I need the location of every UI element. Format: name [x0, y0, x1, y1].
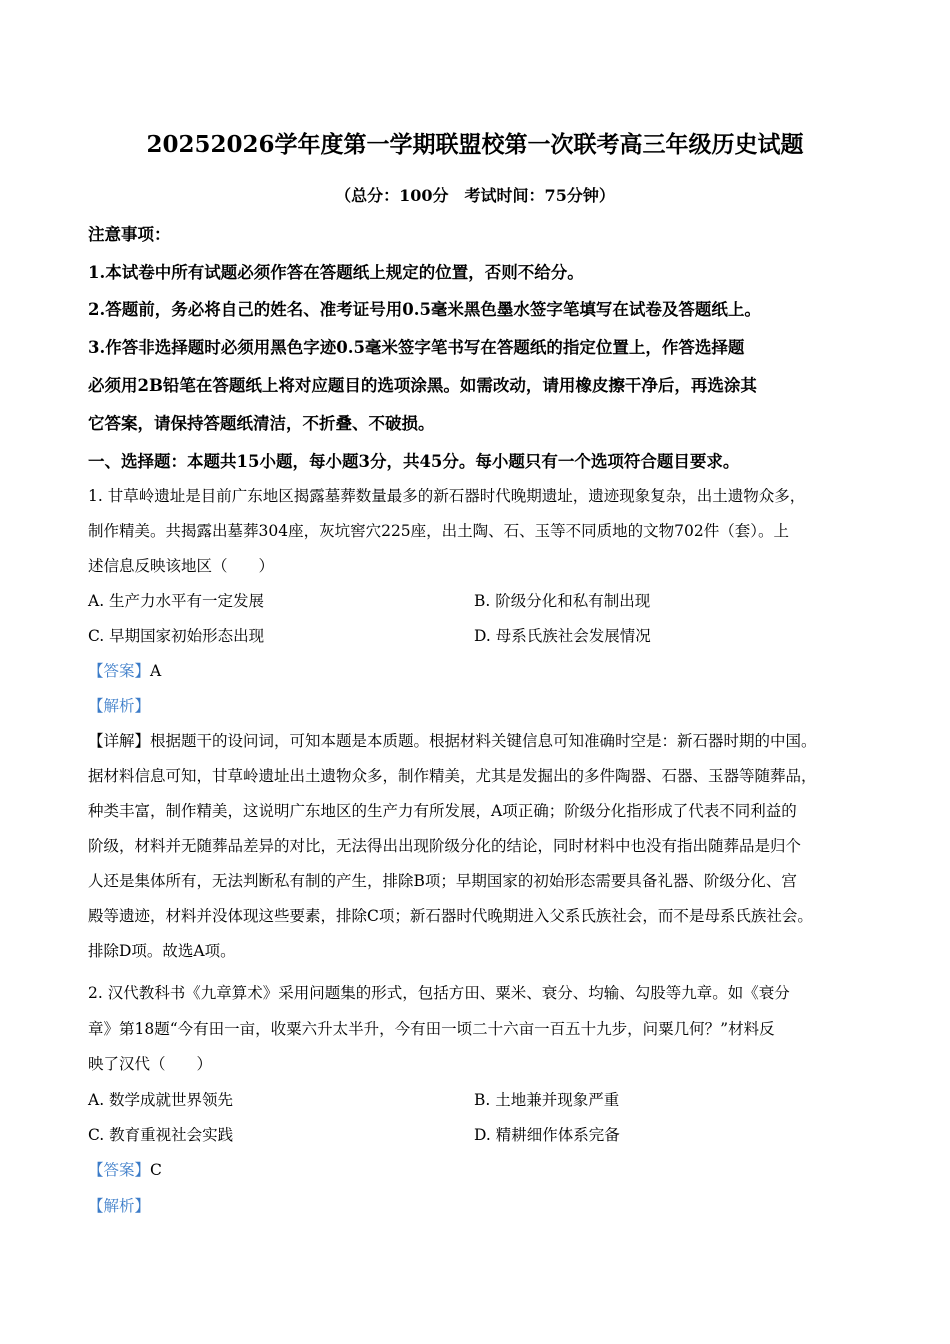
- q1-detail-line: 阶级，材料并无随葬品差异的对比，无法得出出现阶级分化的结论，同时材料中也没有指出随葬品是归个: [88, 837, 802, 855]
- notice-item: 1.本试卷中所有试题必须作答在答题纸上规定的位置，否则不给分。: [88, 263, 584, 282]
- q2-stem-line: 章》第18题“今有田一亩，收粟六升太半升，今有田一顷二十六亩一百五十九步，问粟几何？”材料反: [88, 1020, 775, 1038]
- exam-info: （总分：100分 考试时间：75分钟）: [335, 186, 615, 205]
- q2-option-a: A. 数学成就世界领先: [88, 1091, 234, 1109]
- q1-analysis-tag: 【解析】: [88, 697, 151, 715]
- q2-analysis-tag: 【解析】: [88, 1197, 151, 1215]
- q1-detail-line: 种类丰富，制作精美，这说明广东地区的生产力有所发展，A项正确；阶级分化指形成了代表不同利益的: [88, 802, 797, 820]
- page-title: 20252026学年度第一学期联盟校第一次联考高三年级历史试题: [146, 131, 804, 158]
- q1-detail-line: 排除D项。故选A项。: [88, 942, 236, 960]
- q1-option-b: B. 阶级分化和私有制出现: [474, 592, 651, 610]
- q1-answer: [88, 659, 161, 681]
- detail-text: 根据题干的设问词，可知本题是本质题。根据材料关键信息可知准确时空是：新石器时期的中国。: [150, 732, 817, 750]
- q2-stem-line: 2. 汉代教科书《九章算术》采用问题集的形式，包括方田、粟米、衰分、均输、勾股等九章。如《衰分: [88, 984, 790, 1002]
- notice-heading: 注意事项：: [88, 225, 171, 244]
- q1-stem-line: 制作精美。共揭露出墓葬304座，灰坑窖穴225座，出土陶、石、玉等不同质地的文物702件（套）。上: [88, 522, 790, 540]
- q1-detail-line: [88, 729, 817, 751]
- q1-detail-line: 人还是集体所有，无法判断私有制的产生，排除B项；早期国家的初始形态需要具备礼器、阶级分化、宫: [88, 872, 797, 890]
- q2-option-d: D. 精耕细作体系完备: [474, 1126, 620, 1144]
- section-heading: 一、选择题：本题共15小题，每小题3分，共45分。每小题只有一个选项符合题目要求。: [88, 452, 740, 471]
- notice-item: 3.作答非选择题时必须用黑色字迹0.5毫米签字笔书写在答题纸的指定位置上，作答选择题: [88, 338, 745, 357]
- notice-item: 2.答题前，务必将自己的姓名、准考证号用0.5毫米黑色墨水签字笔填写在试卷及答题纸上。: [88, 300, 761, 319]
- q2-option-b: B. 土地兼并现象严重: [474, 1091, 620, 1109]
- q1-option-c: C. 早期国家初始形态出现: [88, 627, 265, 645]
- detail-tag: 【详解】: [88, 732, 151, 750]
- q1-option-d: D. 母系氏族社会发展情况: [474, 627, 651, 645]
- q1-detail-line: 据材料信息可知，甘草岭遗址出土遗物众多，制作精美，尤其是发掘出的多件陶器、石器、玉器等随葬品，: [88, 767, 817, 785]
- q2-option-c: C. 教育重视社会实践: [88, 1126, 234, 1144]
- answer-value: C: [150, 1161, 162, 1179]
- q1-stem-line: 述信息反映该地区（ ）: [88, 557, 275, 575]
- answer-tag: 【答案】: [88, 1161, 151, 1179]
- answer-value: A: [150, 662, 162, 680]
- q2-stem-line: 映了汉代（ ）: [88, 1055, 213, 1073]
- answer-tag: 【答案】: [88, 662, 151, 680]
- q2-answer: [88, 1158, 162, 1180]
- q1-option-a: A. 生产力水平有一定发展: [88, 592, 265, 610]
- notice-item: 它答案，请保持答题纸清洁，不折叠、不破损。: [88, 414, 435, 433]
- notice-item: 必须用2B铅笔在答题纸上将对应题目的选项涂黑。如需改动，请用橡皮擦干净后，再选涂其: [88, 376, 757, 395]
- q1-stem-line: 1. 甘草岭遗址是目前广东地区揭露墓葬数量最多的新石器时代晚期遗址，遗迹现象复杂，出土遗物众多，: [88, 487, 806, 505]
- q1-detail-line: 殿等遗迹，材料并没体现这些要素，排除C项；新石器时代晚期进入父系氏族社会，而不是母系氏族社会。: [88, 907, 813, 925]
